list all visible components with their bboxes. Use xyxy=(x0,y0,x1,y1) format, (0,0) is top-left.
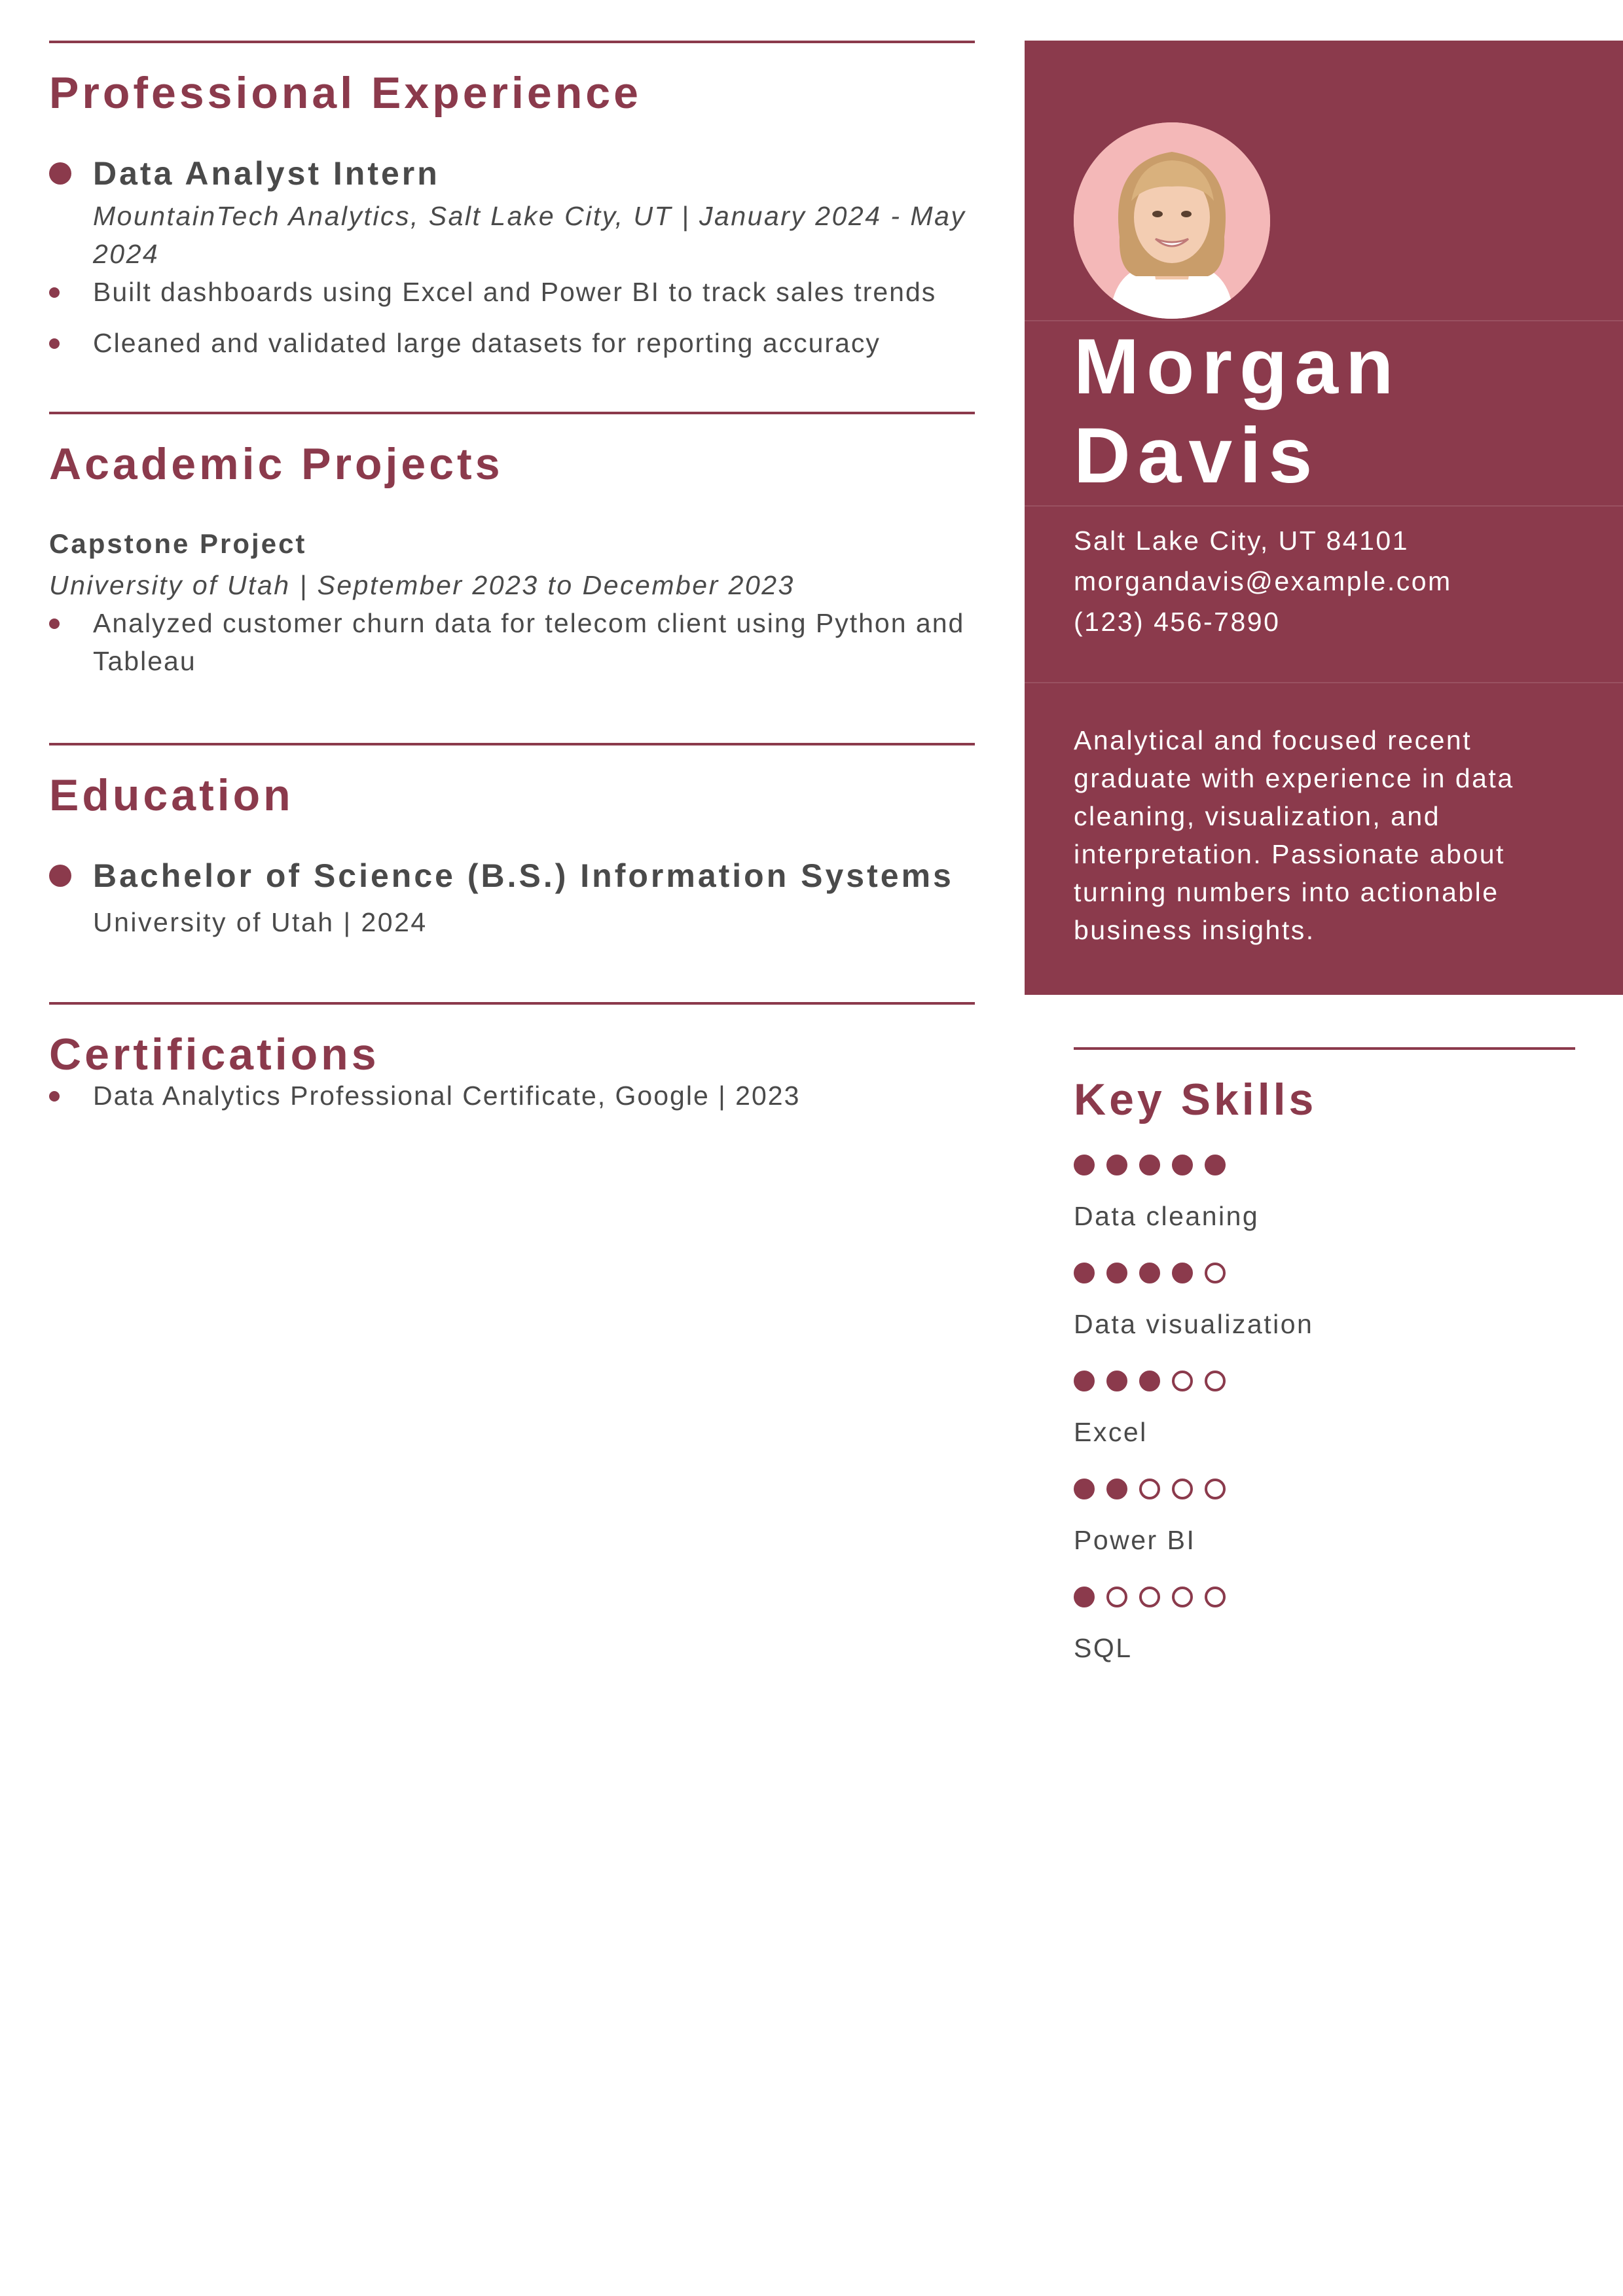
section-title: Certifications xyxy=(49,1030,380,1079)
project-bullets xyxy=(49,604,975,680)
bullet-dot-icon xyxy=(49,162,71,185)
skill-name: Excel xyxy=(1074,1417,1148,1447)
rating-empty-dot-icon xyxy=(1139,1587,1160,1607)
phone[interactable]: (123) 456-7890 xyxy=(1074,607,1281,637)
rating-filled-dot-icon xyxy=(1106,1155,1127,1175)
rating-filled-dot-icon xyxy=(1139,1263,1160,1283)
rating-filled-dot-icon xyxy=(1074,1479,1095,1499)
rating-filled-dot-icon xyxy=(1074,1371,1095,1391)
rating-filled-dot-icon xyxy=(1172,1155,1193,1175)
rating-filled-dot-icon xyxy=(1139,1371,1160,1391)
rating-empty-dot-icon xyxy=(1205,1263,1226,1283)
job-entry xyxy=(49,156,975,273)
avatar-photo-icon xyxy=(1074,122,1270,319)
rating-filled-dot-icon xyxy=(1074,1587,1095,1607)
list-item: Analyzed customer churn data for telecom client using Python and Tableau xyxy=(49,604,975,680)
avatar xyxy=(1074,122,1270,319)
job-meta: MountainTech Analytics, Salt Lake City, UT | January 2024 - May 2024 xyxy=(93,201,966,269)
education-section xyxy=(49,743,975,938)
skill-list xyxy=(1074,1155,1575,1662)
skill-row xyxy=(1074,1155,1575,1230)
last-name: Davis xyxy=(1074,412,1320,499)
skill-rating xyxy=(1074,1263,1575,1286)
list-item: Data Analytics Professional Certificate, Google | 2023 xyxy=(49,1077,975,1115)
skill-row xyxy=(1074,1371,1575,1446)
job-bullets xyxy=(49,273,975,362)
school: University of Utah | 2024 xyxy=(93,907,428,937)
rating-empty-dot-icon xyxy=(1106,1587,1127,1607)
main-column xyxy=(49,41,975,1115)
project-title: Capstone Project xyxy=(49,528,307,559)
skill-row xyxy=(1074,1479,1575,1554)
skill-name: Power BI xyxy=(1074,1525,1196,1555)
rating-filled-dot-icon xyxy=(1074,1263,1095,1283)
divider xyxy=(1025,505,1623,507)
list-item: Built dashboards using Excel and Power BI to track sales trends xyxy=(49,273,975,311)
section-title: Education xyxy=(49,770,294,820)
rating-empty-dot-icon xyxy=(1205,1479,1226,1499)
rating-filled-dot-icon xyxy=(1106,1371,1127,1391)
degree: Bachelor of Science (B.S.) Information Systems xyxy=(93,857,954,894)
rating-empty-dot-icon xyxy=(1172,1587,1193,1607)
rating-empty-dot-icon xyxy=(1172,1371,1193,1391)
projects-section xyxy=(49,412,975,680)
skill-row xyxy=(1074,1587,1575,1662)
address: Salt Lake City, UT 84101 xyxy=(1074,526,1410,556)
rating-empty-dot-icon xyxy=(1139,1479,1160,1499)
rating-filled-dot-icon xyxy=(1106,1263,1127,1283)
skill-rating xyxy=(1074,1587,1575,1610)
certification-list xyxy=(49,1077,975,1115)
section-title: Key Skills xyxy=(1074,1075,1317,1124)
skill-rating xyxy=(1074,1155,1575,1178)
divider xyxy=(1025,682,1623,683)
skill-row xyxy=(1074,1263,1575,1338)
person-name xyxy=(1074,322,1400,500)
rating-empty-dot-icon xyxy=(1205,1587,1226,1607)
skills-section xyxy=(1074,1047,1575,1662)
bullet-dot-icon xyxy=(49,865,71,887)
rating-filled-dot-icon xyxy=(1139,1155,1160,1175)
education-entry xyxy=(49,858,975,938)
experience-section xyxy=(49,41,975,362)
summary: Analytical and focused recent graduate with experience in data cleaning, visualization, and interpretation. Passionate about turning numbers into actionable business insights. xyxy=(1074,725,1514,945)
email[interactable]: morgandavis@example.com xyxy=(1074,566,1452,596)
profile-sidebar xyxy=(1025,41,1623,995)
section-title: Professional Experience xyxy=(49,68,642,118)
certifications-section xyxy=(49,1002,975,1115)
project-meta: University of Utah | September 2023 to December 2023 xyxy=(49,570,795,600)
contact-block xyxy=(1074,520,1452,642)
rating-empty-dot-icon xyxy=(1205,1371,1226,1391)
job-title: Data Analyst Intern xyxy=(93,155,440,192)
skill-name: SQL xyxy=(1074,1633,1133,1663)
skill-name: Data visualization xyxy=(1074,1309,1314,1339)
skill-rating xyxy=(1074,1371,1575,1394)
rating-filled-dot-icon xyxy=(1205,1155,1226,1175)
section-title: Academic Projects xyxy=(49,439,503,489)
rating-filled-dot-icon xyxy=(1106,1479,1127,1499)
skill-name: Data cleaning xyxy=(1074,1201,1260,1231)
rating-filled-dot-icon xyxy=(1074,1155,1095,1175)
rating-empty-dot-icon xyxy=(1172,1479,1193,1499)
skill-rating xyxy=(1074,1479,1575,1502)
list-item: Cleaned and validated large datasets for reporting accuracy xyxy=(49,324,975,362)
first-name: Morgan xyxy=(1074,323,1401,410)
rating-filled-dot-icon xyxy=(1172,1263,1193,1283)
divider xyxy=(1025,320,1623,321)
